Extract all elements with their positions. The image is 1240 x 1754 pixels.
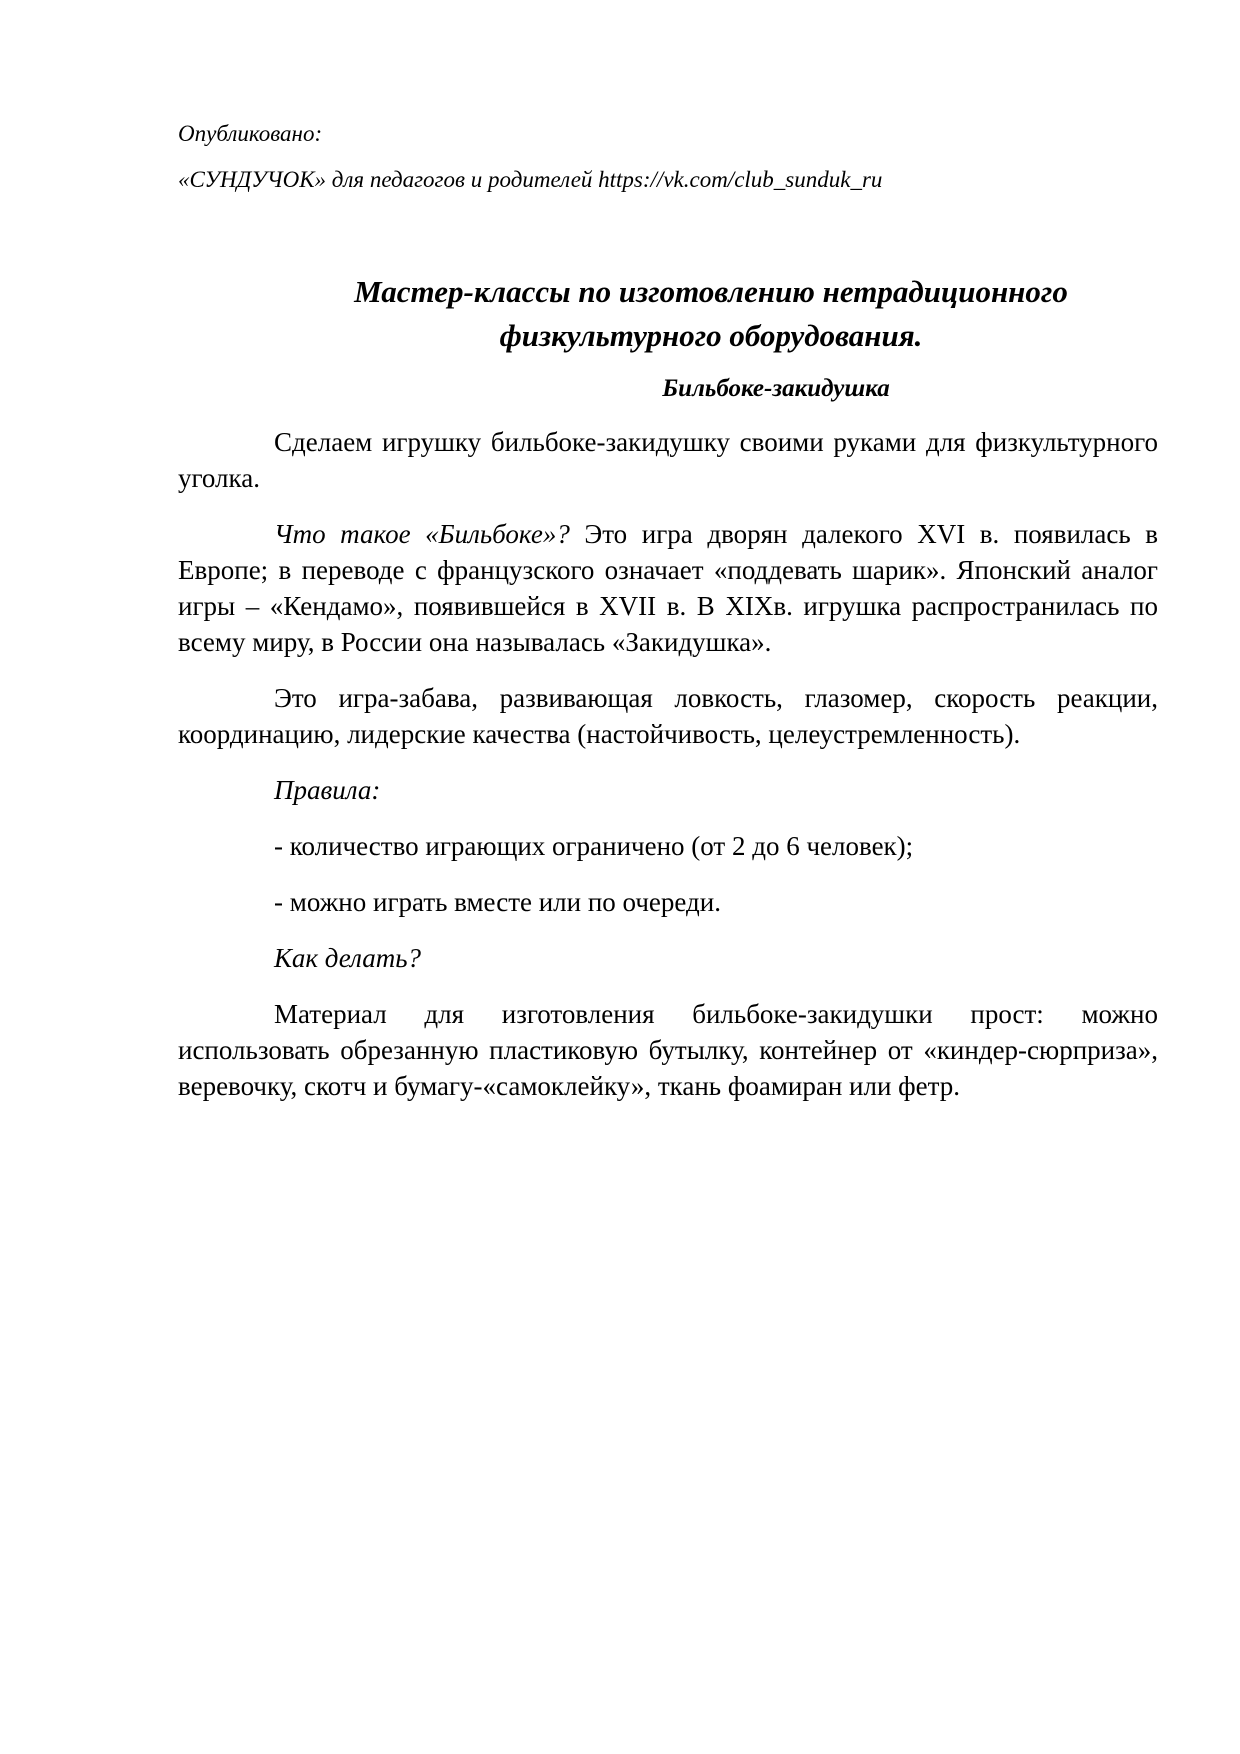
published-label: Опубликовано: — [178, 121, 323, 146]
document-subtitle: Бильбоке-закидушка — [662, 375, 890, 402]
document-title — [178, 270, 1144, 358]
what-is-paragraph — [178, 516, 1158, 660]
publication-info — [178, 118, 1178, 210]
game-description-paragraph: Это игра-забава, развивающая ловкость, глазомер, скорость реакции, координацию, лидерские качества (настойчивость, целеустремленность). — [178, 683, 1158, 749]
what-is-text: Это игра дворян далекого XVI в. появилась в Европе; в переводе с французского означает «поддевать шарик». Японский аналог игры – «Кендамо», появившейся в XVII в. В XIXв. игрушка распространилась по всему миру, в России она называлась «Закидушка». — [178, 519, 1158, 657]
rule-item-1: - количество играющих ограничено (от 2 до 6 человек); — [274, 831, 914, 861]
materials-paragraph: Материал для изготовления бильбоке-закидушки прост: можно использовать обрезанную пластиковую бутылку, контейнер от «киндер-сюрприза», веревочку, скотч и бумагу-«самоклейку», ткань фоамиран или фетр. — [178, 999, 1158, 1101]
intro-paragraph: Сделаем игрушку бильбоке-закидушку своими руками для физкультурного уголка. — [178, 427, 1158, 493]
document-body — [178, 424, 1158, 1124]
title-line-1: Мастер-классы по изготовлению нетрадиционного — [354, 274, 1068, 309]
title-line-2: физкультурного оборудования. — [499, 318, 923, 353]
rule-item-2: - можно играть вместе или по очереди. — [274, 887, 721, 917]
rules-label: Правила: — [274, 775, 381, 805]
how-to-label: Как делать? — [274, 943, 421, 973]
source-line: «СУНДУЧОК» для педагогов и родителей https://vk.com/club_sunduk_ru — [178, 167, 883, 192]
what-is-label: Что такое «Бильбоке»? — [274, 519, 570, 549]
